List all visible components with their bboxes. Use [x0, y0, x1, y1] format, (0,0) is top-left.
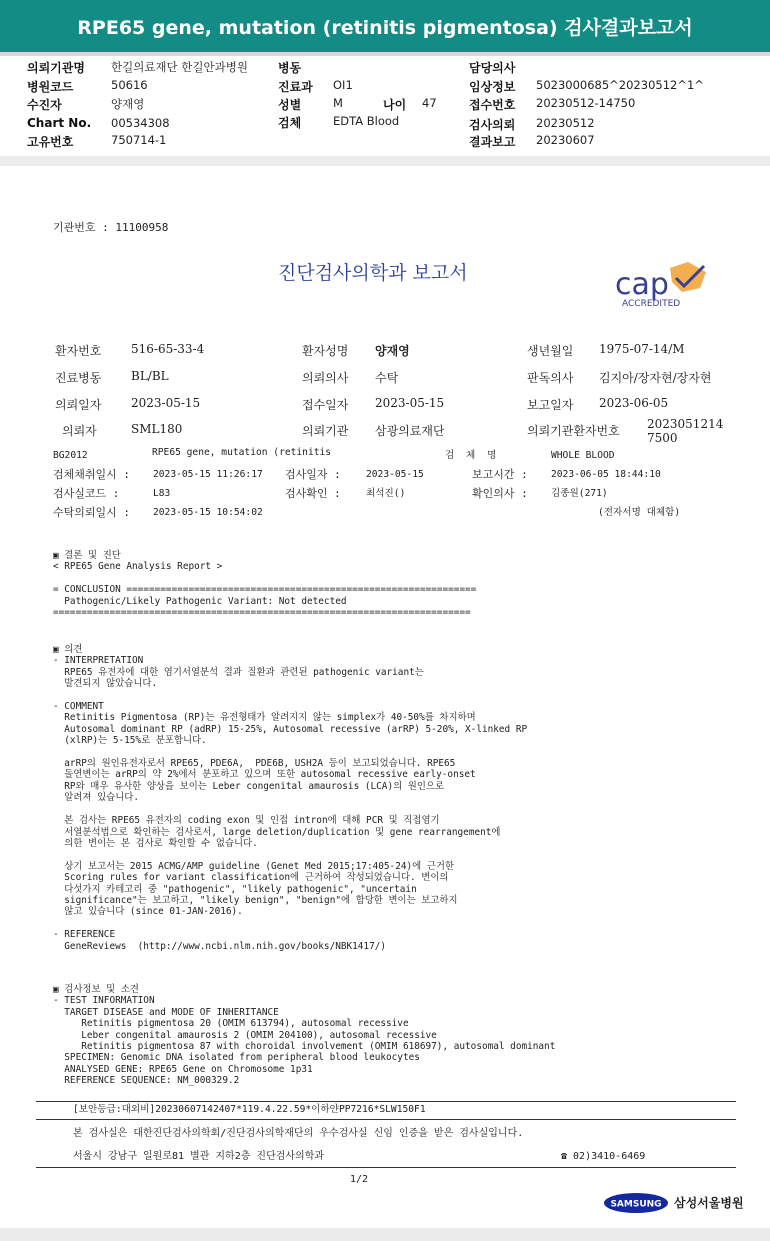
- accession-value: 20230512-14750: [536, 96, 636, 110]
- info-value: 김지아/장자현/장자현: [599, 371, 712, 385]
- row-value: 2023-05-15: [366, 469, 424, 480]
- req-inst-value: 한길의료재단 한길안과병원: [111, 60, 248, 74]
- age-label: 나이: [383, 98, 407, 112]
- info-label: 의뢰기관환자번호: [527, 424, 620, 438]
- test-code: BG2012: [53, 450, 88, 461]
- info-label: 의뢰일자: [55, 398, 102, 412]
- row-label: 검사확인 :: [285, 487, 341, 500]
- request-date-label: 검사의뢰: [469, 118, 516, 132]
- info-value: 1975-07-14/M: [599, 342, 685, 356]
- row-value: 2023-05-15 10:54:02: [153, 507, 263, 518]
- security-line: [보안등급:대외비]20230607142407*119.4.22.59*이하얀PP7216*SLW150F1: [73, 1104, 426, 1115]
- patient-value: 양재영: [111, 97, 145, 111]
- chart-label: Chart No.: [27, 116, 92, 130]
- dept-label: 진료과: [278, 80, 313, 94]
- info-label: 의뢰의사: [302, 371, 349, 385]
- info-label: 의뢰기관: [302, 424, 349, 438]
- ward-label: 병동: [278, 61, 302, 75]
- e-signature-note: (전자서명 대체함): [598, 507, 681, 518]
- cap-accredited-logo: [612, 262, 712, 310]
- row-value: 최석진(): [366, 488, 406, 499]
- info-label: 환자성명: [302, 344, 349, 358]
- row-value: L83: [153, 488, 171, 499]
- report-title: RPE65 gene, mutation (retinitis pigmentosa) 검사결과보고서: [77, 16, 693, 39]
- info-value: 2023-05-15: [375, 396, 445, 410]
- info-label: 생년월일: [527, 344, 574, 358]
- result-label: 결과보고: [469, 135, 516, 149]
- info-value: 2023-05-15: [131, 396, 201, 410]
- row-label: 검사일자 :: [285, 468, 341, 481]
- test-name: RPE65 gene, mutation (retinitis: [152, 447, 332, 458]
- info-label: 의뢰자: [62, 424, 97, 438]
- info-value: 2023-06-05: [599, 396, 669, 410]
- info-value: 양재영: [375, 344, 410, 358]
- request-date-value: 20230512: [536, 116, 595, 130]
- info-value: 수탁: [375, 371, 399, 385]
- footer-divider: [36, 1167, 736, 1168]
- specimen-value: EDTA Blood: [333, 114, 400, 128]
- page-number: 1/2: [350, 1174, 369, 1185]
- chart-value: 00534308: [111, 116, 170, 130]
- row-label: 수탁의뢰일시 :: [53, 506, 131, 519]
- opinion-section: ▣ 의견 - INTERPRETATION RPE65 유전자에 대한 염기서열분석 결과 질환과 관련된 pathogenic variant는 발견되지 않았습니다. - COMMENT Retinitis Pigmentosa (RP)는 유전형태가 알려지지 않는 simplex가 40-50%를 차지하며 Autosomal dominant RP (adRP) 15-25%, Autosomal recessive (arRP) 5-20%, X-linked RP (xlRP)는 5-15%로 분포합니다. arRP의 원인유전자로서 RPE65, PDE6A, PDE6B, USH2A 등이 보고되었습니다. RPE65 돌연변이는 arRP의 약 2%에서 분포하고 있으며 또한 autosomal recessive early-onset RP와 매우 유사한 양상을 보이는 Leber congenital amaurosis (LCA)의 원인으로 알려져 있습니다. 본 검사는 RPE65 유전자의 coding exon 및 인접 intron에 대해 PCR 및 직접염기 서열분석법으로 확인하는 검사로서, large deletion/duplication 및 gene rearrangement에 의한 변이는 본 검사로 확인할 수 없습니다. 상기 보고서는 2015 ACMG/AMP guideline (Genet Med 2015;17:405-24)에 근거한 Scoring rules for variant classification에 근거하여 작성되었습니다. 변이의 다섯가지 카테고리 중 "pathogenic", "likely pathogenic", "uncertain significance"는 보고하고, "likely benign", "benign"에 합당한 변이는 보고하지 않고 있습니다 (since 01-JAN-2016). - REFERENCE GeneReviews (http://www.ncbi.nlm.nih.gov/books/NBK1417/): [53, 644, 528, 952]
- row-label: 검체채취일시 :: [53, 468, 131, 481]
- info-label: 보고일자: [527, 398, 574, 412]
- dept-value: OI1: [333, 78, 353, 92]
- row-value: 김종원(271): [551, 488, 608, 499]
- samsung-logo-mark: [604, 1192, 744, 1214]
- svg-text:SAMSUNG: SAMSUNG: [610, 1199, 662, 1210]
- unique-value: 750714-1: [111, 133, 167, 147]
- bottom-band: [0, 1228, 770, 1241]
- lab-phone: ☎ 02)3410-6469: [561, 1151, 646, 1162]
- result-value: 20230607: [536, 133, 595, 147]
- svg-text:삼성서울병원: 삼성서울병원: [674, 1196, 744, 1210]
- hosp-code-value: 50616: [111, 78, 148, 92]
- report-title-bar: [0, 0, 770, 56]
- row-value: 2023-05-15 11:26:17: [153, 469, 263, 480]
- hosp-code-label: 병원코드: [27, 80, 74, 94]
- conclusion-section: ▣ 결론 및 진단 < RPE65 Gene Analysis Report > = CONCLUSION ============================================================== Pathogenic/Likely Pathogenic Variant: Not detected ==========================================================================: [53, 550, 477, 619]
- info-value: SML180: [131, 422, 183, 436]
- info-value: BL/BL: [131, 369, 169, 383]
- row-label: 검사실코드 :: [53, 487, 120, 500]
- specimen-name-value: WHOLE BLOOD: [551, 450, 615, 461]
- footer-divider: [36, 1101, 736, 1102]
- lab-address: 서울시 강남구 일원로81 별관 지하2층 진단검사의학과: [73, 1151, 325, 1162]
- req-inst-label: 의뢰기관명: [27, 61, 85, 75]
- specimen-label: 검체: [278, 116, 302, 130]
- accession-label: 접수번호: [469, 98, 516, 112]
- info-value: 516-65-33-4: [131, 342, 205, 356]
- info-label: 진료병동: [55, 371, 102, 385]
- row-label: 보고시간 :: [472, 468, 528, 481]
- specimen-name-label: 검 체 명: [445, 450, 500, 461]
- header-separator: [0, 156, 770, 166]
- sex-label: 성별: [278, 98, 302, 112]
- patient-label: 수진자: [27, 98, 62, 112]
- cap-accredited-text: ACCREDITED: [622, 299, 681, 309]
- cap-logo-text: cap: [615, 267, 669, 302]
- clinical-label: 임상정보: [469, 80, 516, 94]
- clinical-value: 5023000685^20230512^1^: [536, 78, 704, 92]
- row-value: 2023-06-05 18:44:10: [551, 469, 661, 480]
- info-value: 20230512147500: [647, 417, 724, 445]
- info-label: 판독의사: [527, 371, 574, 385]
- test-information-section: ▣ 검사정보 및 소견 - TEST INFORMATION TARGET DISEASE and MODE OF INHERITANCE Retinitis pigmentosa 20 (OMIM 613794), autosomal recessive Leber congenital amaurosis 2 (OMIM 204100), autosomal recessive Retinitis pigmentosa 87 with choroidal involvement (OMIM 618697), autosomal dominant SPECIMEN: Genomic DNA isolated from peripheral blood leukocytes ANALYSED GENE: RPE65 Gene on Chromosome 1p31 REFERENCE SEQUENCE: NM_000329.2: [53, 984, 556, 1087]
- institution-number: 기관번호 : 11100958: [53, 221, 169, 234]
- certification-text: 본 검사실은 대한진단검사의학회/진단검사의학재단의 우수검사실 신임 인증을 받은 검사실입니다.: [73, 1128, 524, 1139]
- unique-label: 고유번호: [27, 135, 74, 149]
- doctor-label: 담당의사: [469, 61, 516, 75]
- row-label: 확인의사 :: [472, 487, 528, 500]
- samsung-hospital-logo: [604, 1192, 744, 1214]
- info-value: 삼광의료재단: [375, 424, 445, 438]
- report-header: [0, 56, 770, 156]
- lab-report-title: 진단검사의학과 보고서: [278, 262, 468, 284]
- report-page: [0, 166, 770, 1228]
- age-value: 47: [422, 96, 437, 110]
- info-label: 환자번호: [55, 344, 102, 358]
- sex-value: M: [333, 96, 343, 110]
- footer-divider: [36, 1119, 736, 1120]
- info-label: 접수일자: [302, 398, 349, 412]
